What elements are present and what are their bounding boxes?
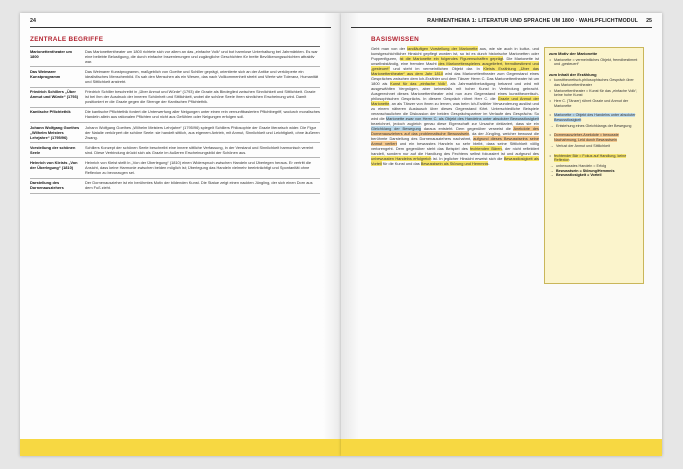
left-page-header [30,18,331,28]
term-label: Heinrich von Kleists „Von der Überlegung“ (1810) [30,158,85,178]
table-row [30,67,320,87]
highlight-yellow: ist die Marionette ein folgendes Figurenschaffen geprägt [399,56,504,62]
term-label: Johann Wolfgang Goethes „Wilhelm Meisters Lehrjahre“ (1795/96) [30,122,85,142]
highlight-yellow: Bewusstsein als Störung und Hemmnis [420,161,489,167]
body-text: aus, wie sie auch in kultur- und kunstgeschichtlicher Hinsicht gepflegt worden ist, so ist es durch historische Marionetten oder Puppenfiguren, [371,46,539,62]
term-label: Friedrich Schillers „Über Anmut und Würde“ (1793) [30,87,85,107]
term-label: Darstellung des Dornenausziehers [30,178,85,193]
body-text: wird das Marionettentheater zum Gegenstand eines Gespräches zwischen dem Ich-Erzähler und dem Tänzer Herrn C. Das Marionettentheater ist um 1800 als [371,71,539,87]
list-item: • kunsttheoretisch-philosophisches Gespräch über das Marionettentheater [554,78,639,87]
table-row [30,158,320,178]
term-definition: Schillers Konzept der schönen Seele beschreibt eine innere sittliche Verfassung, in der Verstand und Sinnlichkeit harmonisch vereint sind. Diese Verbindung drückt sich als Grazie im äußeren Erscheinungsbild der Schönen aus. [85,143,320,158]
body-text: , an als Tänzer von ihnen zu lernen, was beim Ich-Erzähler Verwunderung auslöst und zu einem näheren Austausch über dieses Gegenstand führt. Unterschiedliche Beispiele veranschaulichen die Diskussion der beiden Gesprächspartner im Verlaufe des Gesprächs: So wird die [371,101,539,122]
body-text: , als Jahrmarktbelustigung bekannt und wird mit ausgewählten Vergnügen, aber keinesfalls mit hoher Kunst in Verbindung gebracht. Ausgerechnet dieses Marionettentheater wird nun zum Gegenstand eines kunsttheoretisch-philosophischen Gesprächs. In diesem Gespräch röhmt Herr C. die [371,81,539,102]
table-row [30,107,320,122]
spine-shadow [323,13,341,456]
sidebar-block-dornenauszieher [549,133,639,148]
spine-shadow [341,13,359,456]
basiswissen-body-text [371,46,539,166]
table-row [30,47,320,67]
table-row [30,143,320,158]
term-definition: Die kantische Pflichtethik fordert die Unterwerfung aller Neigungen unter einen rein vernunftbasierten Pflichtbegriff, wodurch moralisches Handeln allein aus rationalen Pflichten und nicht aus Gefühlen oder Neigungen erfolgen soll. [85,107,320,122]
body-text: und ein bewusstes Handeln so sehr bleibt, dass seine Sittlichkeit völlig verlorengeht. Dem gegenüber steht das Beispiel des [371,141,539,152]
right-page-header [351,18,652,28]
highlight-yellow: fechtenden Bären [469,146,502,152]
highlight-yellow: des Marionettenspielers ausgeliefert, fremdbestimmt und „gesteuert“ [371,61,540,72]
arrow-item: → Bewusstsein = Störung/Hemmnis [556,169,639,174]
sidebar-heading: zum Motiv der Marionette [549,51,598,56]
term-definition: Das Weimarer Kunstprogramm, maßgeblich von Goethe und Schiller geprägt, orientierte sich an der Antike und verkörperte ein idealistisches Menschenbild. Es sah den Menschen als ein Wesen, das nach Vollkommenheit strebt und Werte wie Toleranz, Humanität und Sittlichkeit anstrebt. [85,67,320,87]
body-text: daraus entsteht. Dem gegenüber verweist die [420,126,514,132]
table-row [30,87,320,107]
left-page-number: 24 [30,18,36,24]
list-item [554,154,639,163]
highlight-orange: Anekdote des Dornenausziehers auf das problematische Bewusstsein [371,126,540,137]
highlight-yellow: unbewussten Handelns erfolgreich [371,156,432,162]
body-text: bezeichnet, jedoch zugleich genau diese Eigenschaft zur Ursache deklariert, dass sie ein [371,121,539,127]
body-text: . [488,161,490,167]
list-item: • Herr C. (Tänzer) rühmt Grazie und Anmut der Marionette [554,99,639,108]
sidebar-heading: zum Inhalt der Erzählung [549,71,597,77]
term-definition: Johann Wolfgang Goethes „Wilhelm Meisters Lehrjahre“ (1795/96) spiegelt Schillers Philosophie der Grazie literarisch wider. Die Figur der Natalie verkörpert die schöne Seele: sie handelt sittlich, aus eigenem Antrieb, mit Anmut, Sinnlichkeit und Leichtigkeit, ohne äußeren Zwang. [85,122,320,142]
term-label: Das Weimarer Kunstprogramm [30,67,85,87]
summary-sidebar [544,47,644,284]
list-item [554,133,639,142]
arrow-item: → Verlust der Anmut und Sittlichkeit [556,144,639,149]
right-page [341,13,662,456]
arrow-item: → Bewusstlosigkeit = Vorteil [556,173,639,178]
highlight-orange: Dornenauszieher-Anekdote = bewusste Nachahmung, Leid durch Bewusstsein [554,133,619,143]
body-text: Geht man von der [371,46,408,51]
list-item [554,113,639,122]
body-text: und steht im vermeintlichen Objekt dar. In [389,66,484,72]
arrow-item: → Entstehung eines Gleichklangs der Bewegung [556,124,639,129]
body-text: ist. In jeglicher Hinsicht erweist sich die [431,156,504,162]
highlight-yellow: Bewusstlosigkeit als Vorteil [371,156,539,167]
body-text: , der nicht reflektiert handelt, sondern nur auf die Handlung des Fechtens selbst fokussiert ist und aufgrund des [371,146,540,157]
highlight-blue: Marionette zwar von Herrn C. als Objekt des Handelns unter absoluter Bewusstlosigkeit [385,116,539,122]
left-page [20,13,341,456]
term-definition: Friedrich Schiller beschreibt in „Über Anmut und Würde“ (1793) die Grazie als Bindeglied zwischen Sinnlichkeit und Sittlichkeit. Grazie ist bei ihm der Ausdruck der inneren Schönheit und Sittlichkeit, wobei die schöne Seele ihren sinnlichen Erscheinung wird. Damit positioniert er die Grazie gegen die Strenge der Kantischen Pflichtethik. [85,87,320,107]
highlight-yellow: fechtender Bär = Fokus auf Handlung, keine Reflexion [554,153,627,163]
term-definition: Der Dornenauszieher ist ein berühmtes Motiv der bildenden Kunst. Die Statue zeigt einen nackten Jüngling, der sich einen Dorn aus dem Fuß zieht. [85,178,320,193]
highlight-yellow: Kunst für das „einfache Volk“ [390,81,447,87]
bottom-color-band [341,439,662,456]
highlight-yellow: Grazie und Anmut der Marionette [371,96,539,107]
term-definition: Heinrich von Kleist stellt in „Von der Überlegung“ (1810) einen Widerspruch zwischen Handeln und Überlegen heraus. Er vertritt die Ansicht, dass keine Harmonie zwischen beiden möglich ist; Überlegung das Handeln vielmehr beeinträchtigt und Spontanität ohne Reflexion zu bevorzugen sei. [85,158,320,178]
body-text: für die Kunst und das [381,161,421,167]
term-label: Kantische Pflichtethik [30,107,85,122]
table-row [30,122,320,142]
section-title-zentrale-begriffe: ZENTRALE BEGRIFFE [30,36,104,43]
section-title-basiswissen: BASISWISSEN [371,36,420,43]
body-text: , da der Jüngling, welcher bewusst die berühmte Darstellung des Dornenausziehers nachahmt, [371,131,539,142]
highlight-yellow: Kleists Erzählung „Über das Marionettentheater“ aus dem Jahr 1810 [371,66,539,77]
table-row [30,178,320,193]
body-text: . Die Marionette ist unselbstständig, eine fremden Macht [371,56,539,67]
term-label: Vorstellung der schönen Seele [30,143,85,158]
list-item: • Marionettentheater = Kunst für das „einfache Volk“, keine hohe Kunst [554,89,639,98]
bottom-color-band [20,439,341,456]
list-item: • Marionette = vermeintliches Objekt, fremdbestimmt und „gesteuert“ [554,58,639,67]
running-head: RAHMENTHEMA 1: LITERATUR UND SPRACHE UM 1800 · WAHLPFLICHTMODUL [427,18,638,24]
sidebar-block-inhalt [549,72,639,109]
term-definition: Das Marionettentheater um 1800 richtete sich vor allem an das „einfache Volk“ und bot harmlose Unterhaltung bei Jahrmärkten. Es war eine beliebte Belustigung, die durch einfache Inszenierungen und zugängliche Geschichten für breite Bevölkerungsschichten attraktiv war. [85,47,320,67]
highlight-blue: Gleichklang der Bewegung [371,126,421,132]
arrow-item: → unbewusstes Handeln = Erfolg [556,164,639,169]
highlight-blue: Marionette = Objekt des Handelns unter absoluter Bewusstlosigkeit [554,113,636,122]
terms-table [30,46,320,194]
sidebar-block-marionette [549,113,639,128]
sidebar-block-baer [549,154,639,178]
sidebar-block-motiv [549,51,639,67]
term-label: Marionettentheater um 1800 [30,47,85,67]
highlight-yellow: landläufigen Vorstellung der Marionette [407,46,478,51]
highlight-orange: aufgrund dieses Bewusstseins seine Anmut verliert [371,136,539,147]
right-page-number: 25 [646,18,652,24]
